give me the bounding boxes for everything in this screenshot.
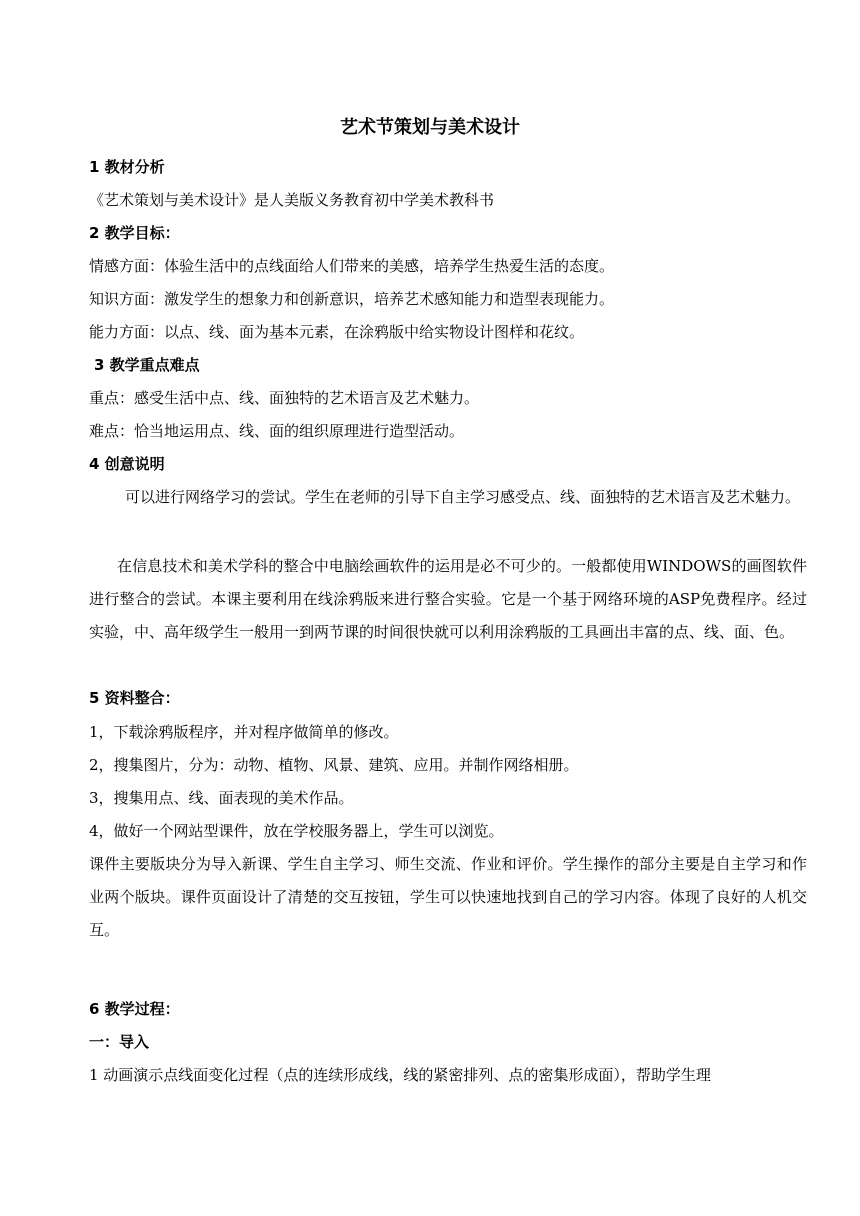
document-title: 艺术节策划与美术设计 xyxy=(340,117,520,138)
key-point: 重点：感受生活中点、线、面独特的艺术语言及艺术魅力。 xyxy=(89,389,480,407)
process-step-1: 1 动画演示点线面变化过程（点的连续形成线，线的紧密排列、点的密集形成面），帮助学生理 xyxy=(89,1066,711,1084)
objective-ability: 能力方面：以点、线、面为基本元素，在涂鸦版中给实物设计图样和花纹。 xyxy=(89,323,585,341)
creative-paragraph-1: 可以进行网络学习的尝试。学生在老师的引导下自主学习感受点、线、面独特的艺术语言及艺术魅力。 xyxy=(125,488,801,506)
courseware-paragraph: 课件主要版块分为导入新课、学生自主学习、师生交流、作业和评价。学生操作的部分主要是自主学习和作业两个版块。课件页面设计了清楚的交互按钮，学生可以快速地找到自己的学习内容。体现了良好的人机交互。 xyxy=(89,855,807,939)
creative-paragraph-2: 在信息技术和美术学科的整合中电脑绘画软件的运用是必不可少的。一般都使用WINDOWS的画图软件进行整合的尝试。本课主要利用在线涂鸦版来进行整合实验。它是一个基于网络环境的ASP免费程序。经过实验，中、高年级学生一般用一到两节课的时间很快就可以利用涂鸦版的工具画出丰富的点、线、面、色。 xyxy=(89,557,807,641)
heading-teaching-process: 6 教学过程： xyxy=(89,1000,180,1018)
difficult-point: 难点：恰当地运用点、线、面的组织原理进行造型活动。 xyxy=(89,422,465,440)
heading-resource-integration: 5 资料整合： xyxy=(89,689,180,707)
resource-item-3: 3，搜集用点、线、面表现的美术作品。 xyxy=(89,789,354,807)
heading-teaching-material-analysis: 1 教材分析 xyxy=(89,158,165,176)
subheading-introduction: 一：导入 xyxy=(89,1033,150,1051)
heading-key-points: 3 教学重点难点 xyxy=(94,356,200,374)
resource-item-1: 1，下载涂鸦版程序，并对程序做简单的修改。 xyxy=(89,723,399,741)
objective-emotion: 情感方面：体验生活中的点线面给人们带来的美感，培养学生热爱生活的态度。 xyxy=(89,257,615,275)
resource-item-2: 2，搜集图片，分为：动物、植物、风景、建筑、应用。并制作网络相册。 xyxy=(89,756,579,774)
heading-creative-description: 4 创意说明 xyxy=(89,455,165,473)
resource-item-4: 4，做好一个网站型课件，放在学校服务器上，学生可以浏览。 xyxy=(89,822,504,840)
heading-teaching-objectives: 2 教学目标： xyxy=(89,224,180,242)
material-analysis-text: 《艺术策划与美术设计》是人美版义务教育初中学美术教科书 xyxy=(89,191,495,209)
objective-knowledge: 知识方面：激发学生的想象力和创新意识，培养艺术感知能力和造型表现能力。 xyxy=(89,290,615,308)
